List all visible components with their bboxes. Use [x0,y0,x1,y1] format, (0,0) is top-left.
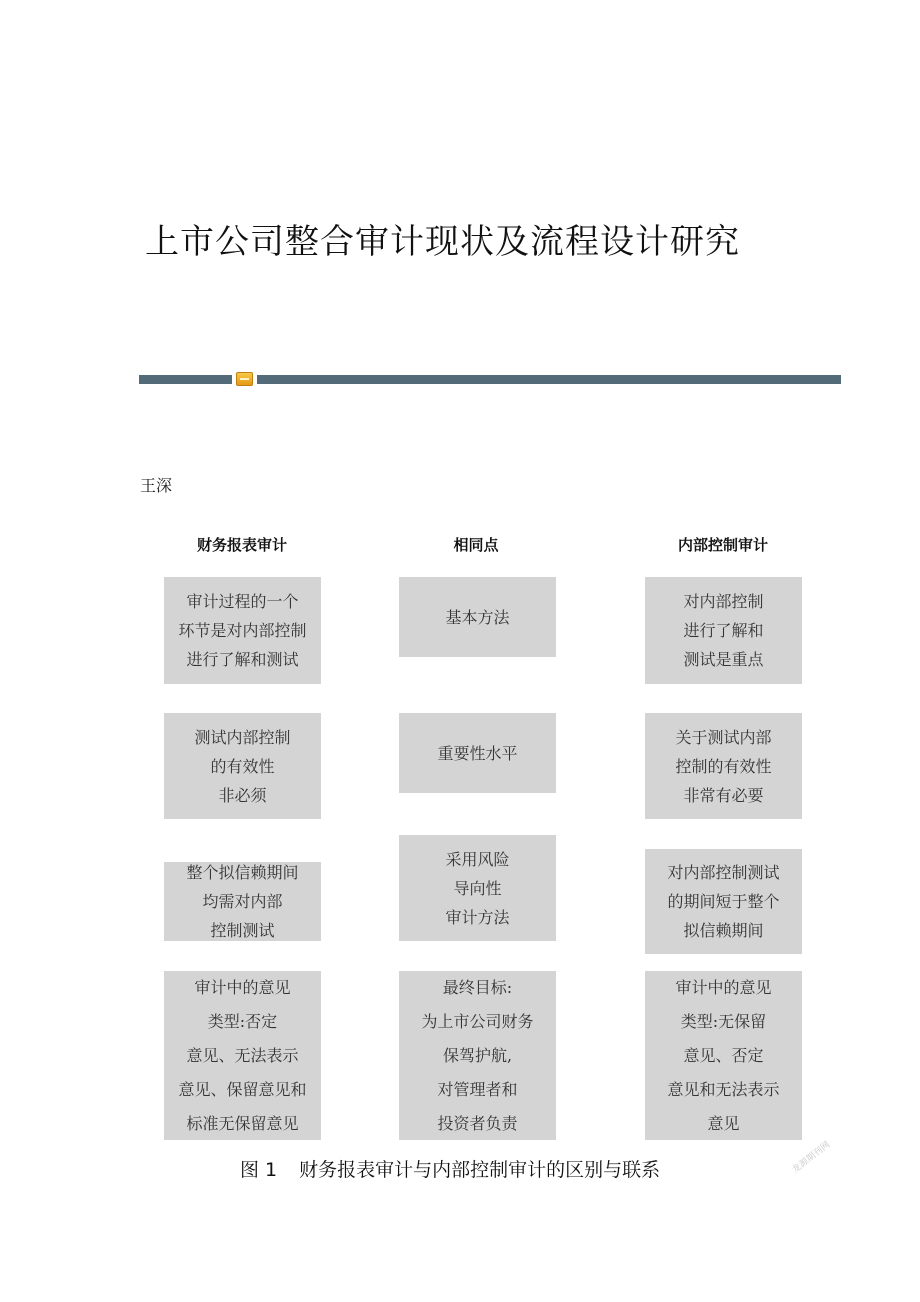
document-title: 上市公司整合审计现状及流程设计研究 [145,222,740,262]
figure-cell: 审计中的意见 类型:无保留 意见、否定 意见和无法表示 意见 [645,971,802,1140]
figure-cell: 基本方法 [399,577,556,657]
figure-caption-text: 财务报表审计与内部控制审计的区别与联系 [299,1159,661,1181]
figure-number: 图 1 [240,1159,278,1181]
figure-cell: 测试内部控制 的有效性 非必须 [164,713,321,819]
figure-cell: 审计中的意见 类型:否定 意见、无法表示 意见、保留意见和 标准无保留意见 [164,971,321,1140]
figure-cell: 整个拟信赖期间 均需对内部 控制测试 [164,862,321,941]
figure-cell: 对内部控制测试 的期间短于整个 拟信赖期间 [645,849,802,954]
figure-cell: 采用风险 导向性 审计方法 [399,835,556,941]
figure-cell: 重要性水平 [399,713,556,793]
column-header-common-points: 相同点 [453,536,499,554]
column-header-internal-control-audit: 内部控制审计 [677,536,768,554]
figure-cell: 关于测试内部 控制的有效性 非常有必要 [645,713,802,819]
figure-cell: 最终目标: 为上市公司财务 保驾护航, 对管理者和 投资者负责 [399,971,556,1140]
figure-cell: 对内部控制 进行了解和 测试是重点 [645,577,802,684]
title-rule-left [139,375,232,384]
rule-marker-icon [236,372,253,386]
watermark: 龙源期刊网 [790,1139,833,1176]
title-rule-right [257,375,841,384]
author-name: 王深 [140,476,173,495]
column-header-financial-audit: 财务报表审计 [196,536,287,554]
figure-cell: 审计过程的一个 环节是对内部控制 进行了解和测试 [164,577,321,684]
figure-caption [240,1155,760,1182]
